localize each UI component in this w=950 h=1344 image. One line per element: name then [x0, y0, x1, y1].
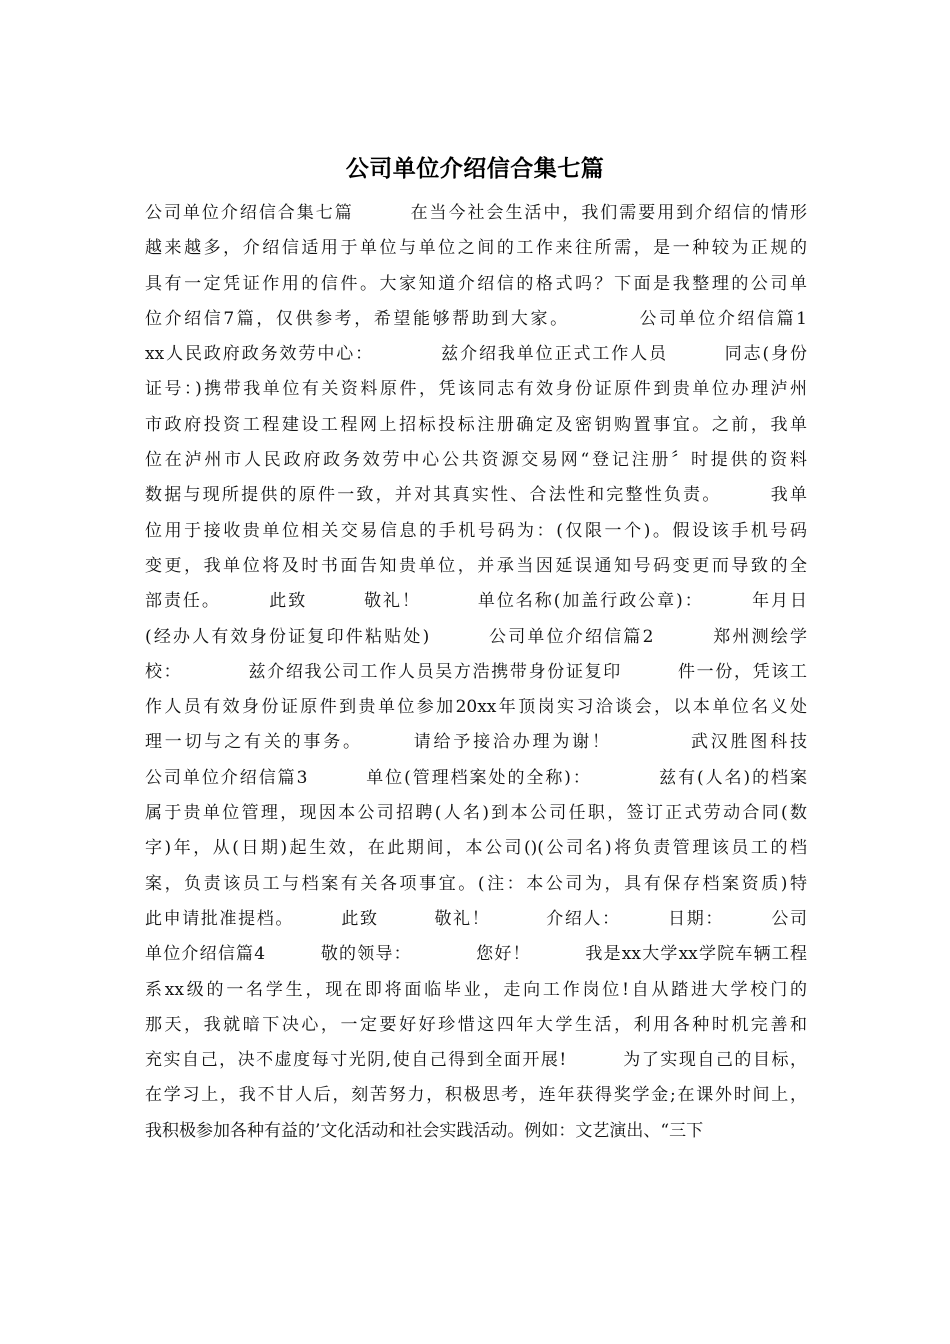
text-line: 位介绍信7篇，仅供参考，希望能够帮助到大家。 公司单位介绍信篇1 — [145, 308, 807, 329]
text-line: 数据与现所提供的原件一致，并对其真实性、合法性和完整性负责。 我单 — [145, 485, 807, 506]
text-line: 越来越多，介绍信适用于单位与单位之间的工作来往所需，是一种较为正规的 — [145, 238, 807, 259]
text-line: 那天，我就暗下决心，一定要好好珍惜这四年大学生活，利用各种时机完善和 — [145, 1014, 807, 1035]
text-line: 充实自己，决不虚度每寸光阴,使自己得到全面开展! 为了实现自己的目标， — [145, 1050, 807, 1071]
text-line: 字)年，从(日期)起生效，在此期间，本公司()(公司名)将负责管理该员工的档 — [145, 838, 807, 859]
text-line: 部责任。 此致 敬礼！ 单位名称(加盖行政公章)： 年月日 — [145, 591, 807, 612]
text-line: 系xx级的一名学生，现在即将面临毕业，走向工作岗位!自从踏进大学校门的 — [145, 979, 807, 1000]
text-line: 单位介绍信篇4 敬的领导： 您好！ 我是xx大学xx学院车辆工程 — [145, 944, 807, 965]
text-line: 位用于接收贵单位相关交易信息的手机号码为：(仅限一个)。假设该手机号码 — [145, 520, 807, 541]
text-line: 我积极参加各种有益的’文化活动和社会实践活动。例如：文艺演出、“三下 — [145, 1120, 704, 1141]
text-line: 公司单位介绍信合集七篇 在当今社会生活中，我们需要用到介绍信的情形 — [145, 203, 807, 223]
text-line: 证号：)携带我单位有关资料原件，凭该同志有效身份证原件到贵单位办理泸州 — [145, 379, 807, 400]
text-line: 变更，我单位将及时书面告知贵单位，并承当因延误通知号码变更而导致的全 — [145, 555, 807, 576]
text-line: 作人员有效身份证原件到贵单位参加20xx年顶岗实习洽谈会，以本单位名义处 — [145, 697, 807, 718]
text-line: 校： 兹介绍我公司工作人员吴方浩携带身份证复印 件一份，凭该工 — [145, 661, 807, 682]
text-line: 理一切与之有关的事务。 请给予接洽办理为谢！ 武汉胜图科技 — [145, 732, 807, 753]
text-line: 此申请批准提档。 此致 敬礼！ 介绍人： 日期： 公司 — [145, 908, 807, 929]
text-line: 案，负责该员工与档案有关各项事宜。(注：本公司为，具有保存档案资质)特 — [145, 873, 807, 894]
text-line: 市政府投资工程建设工程网上招标投标注册确定及密钥购置事宜。之前，我单 — [145, 414, 807, 435]
text-line: xx人民政府政务效劳中心： 兹介绍我单位正式工作人员 同志(身份 — [145, 344, 807, 365]
document-title: 公司单位介绍信合集七篇 — [345, 156, 605, 182]
text-line: 属于贵单位管理，现因本公司招聘(人名)到本公司任职，签订正式劳动合同(数 — [145, 803, 807, 824]
text-line: 公司单位介绍信篇3 单位(管理档案处的全称)： 兹有(人名)的档案 — [145, 767, 807, 788]
text-line: 在学习上，我不甘人后，刻苦努力，积极思考，连年获得奖学金;在课外时间上， — [145, 1085, 807, 1106]
text-line: 具有一定凭证作用的信件。大家知道介绍信的格式吗？下面是我整理的公司单 — [145, 273, 807, 294]
document-body — [145, 196, 807, 1149]
text-line: (经办人有效身份证复印件粘贴处) 公司单位介绍信篇2 郑州测绘学 — [145, 626, 807, 647]
text-line: 位在泸州市人民政府政务效劳中心公共资源交易网“登记注册〞时提供的资料 — [145, 450, 807, 471]
